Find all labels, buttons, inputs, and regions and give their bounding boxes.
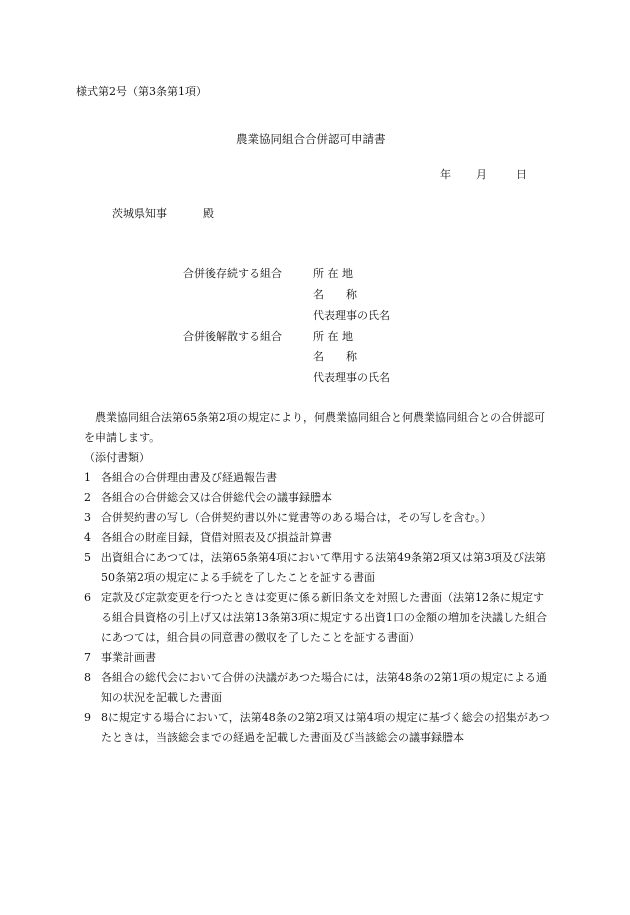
attachment-item: 7 事業計画書 [84, 651, 156, 664]
attachment-item: 6 定款及び定款変更を行つたときは変更に係る新旧条文を対照した書面（法第12条に規定する組合員資格の引上げ又は法第13条第3項に規定する出資1口の金額の増加を決議した組合にあつては，組合員の同意書の徴収を了したことを証する書面） [84, 591, 547, 644]
attachment-item: 9 8に規定する場合において，法第48条の2第2項又は第4項の規定に基づく総会の招集があつたときは，当該総会までの経過を記載した書面及び当該総会の議事録謄本 [84, 711, 550, 744]
surviving-representative-field: 代表理事の氏名 [313, 309, 390, 322]
attachment-item: 8 各組合の総代会において合併の決議があつた場合には，法第48条の2第1項の規定による通知の状況を記載した書面 [84, 671, 547, 704]
surviving-name-field: 名 称 [313, 288, 357, 301]
addressee [112, 207, 214, 221]
dissolving-union-label: 合併後解散する組合 [183, 330, 282, 343]
addressee-suffix: 殿 [203, 207, 214, 220]
document-title: 農業協同組合合併認可申請書 [236, 132, 386, 146]
attachments-heading: （添付書類） [84, 451, 150, 464]
request-paragraph: 農業協同組合法第65条第2項の規定により，何農業協同組合と何農業協同組合との合併認可を申請します。 [84, 411, 545, 444]
date-line [440, 168, 527, 182]
date-year: 年 [440, 168, 451, 181]
attachment-item: 5 出資組合にあつては，法第65条第4項において準用する法第49条第2項又は第3項及び法第50条第2項の規定による手続を了したことを証する書面 [84, 551, 546, 584]
attachment-item: 4 各組合の財産目録，貸借対照表及び損益計算書 [84, 531, 332, 544]
form-number: 様式第2号（第3条第1項） [76, 85, 207, 98]
attachment-item: 1 各組合の合併理由書及び経過報告書 [84, 471, 277, 484]
dissolving-name-field: 名 称 [313, 350, 357, 363]
surviving-union-label: 合併後存続する組合 [183, 267, 282, 280]
attachment-item: 3 合併契約書の写し（合併契約書以外に覚書等のある場合は，その写しを含む。） [84, 511, 492, 524]
dissolving-representative-field: 代表理事の氏名 [313, 371, 390, 384]
date-month: 月 [476, 168, 487, 181]
date-day: 日 [516, 168, 527, 181]
attachment-item: 2 各組合の合併総会又は合併総代会の議事録謄本 [84, 491, 332, 504]
document-body [84, 408, 552, 748]
surviving-address-field: 所 在 地 [313, 267, 353, 280]
addressee-name: 茨城県知事 [112, 207, 167, 220]
dissolving-address-field: 所 在 地 [313, 330, 353, 343]
